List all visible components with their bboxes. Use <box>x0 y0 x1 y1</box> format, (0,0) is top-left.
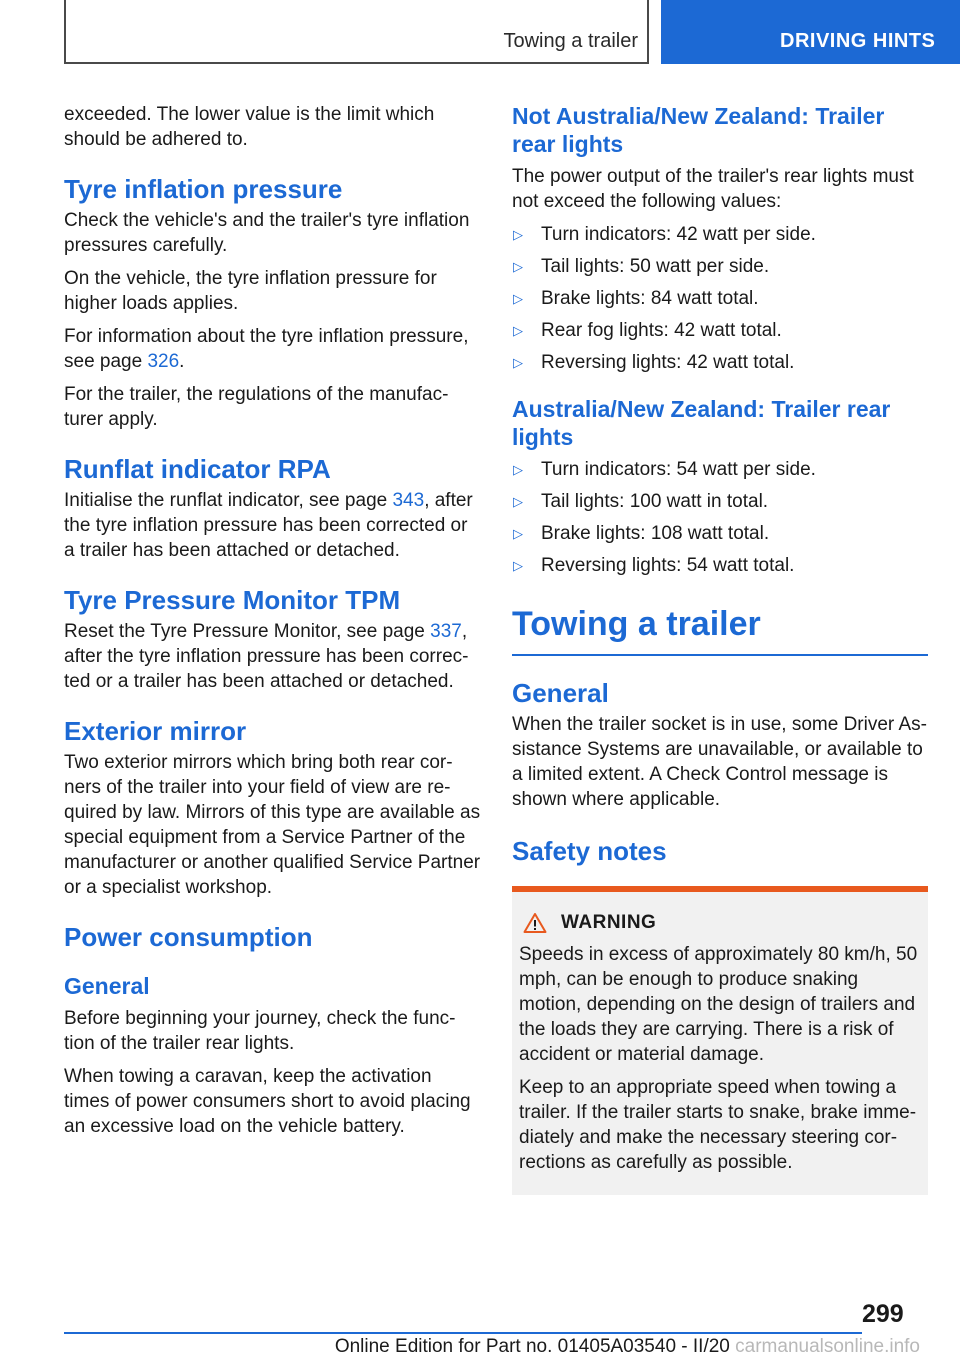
rpa-heading: Runflat indicator RPA <box>64 454 331 484</box>
footer-edition: Online Edition for Part no. 01405A03540 - II/20 carmanualsonline.info <box>334 1336 920 1357</box>
page-link-343[interactable]: 343 <box>392 490 425 511</box>
power-p2: When towing a caravan, keep the activation times of power consumers short to avoid placing an excessive load on the vehicle battery. <box>64 1066 471 1137</box>
page-link-337[interactable]: 337 <box>430 621 462 642</box>
list-item: ▷ Brake lights: 84 watt total. <box>513 288 759 309</box>
watermark: carmanualsonline.info <box>735 1336 920 1357</box>
bullet-triangle-icon: ▷ <box>513 259 523 274</box>
list-item: ▷ Tail lights: 50 watt per side. <box>513 256 770 277</box>
intro-text: exceeded. The lower value is the limit which should be adhered to. <box>64 104 435 150</box>
au-list <box>512 457 928 578</box>
right-column <box>512 102 928 1195</box>
bullet-triangle-icon: ▷ <box>513 355 523 370</box>
warning-label: WARNING <box>561 912 657 933</box>
list-item: ▷ Tail lights: 100 watt in total. <box>513 491 769 512</box>
not-au-list <box>512 222 928 375</box>
list-item: ▷ Rear fog lights: 42 watt total. <box>513 320 782 341</box>
tpm-text: Reset the Tyre Pressure Monitor, see page 337, after the tyre inflation pressure has been correc‐ted or a trailer has been attached or detached. <box>64 621 469 692</box>
tpm-heading: Tyre Pressure Monitor TPM <box>64 585 401 615</box>
warning-p1: Speeds in excess of approximately 80 km/h, 50 mph, can be enough to produce snaking motion, depending on the design of trailers and the loads they are carrying. There is a risk of accident or material damage. <box>519 944 918 1065</box>
bullet-triangle-icon: ▷ <box>513 558 523 573</box>
tyre-inflation-heading: Tyre inflation pressure <box>64 174 343 204</box>
bullet-triangle-icon: ▷ <box>513 462 523 477</box>
rpa-text: Initialise the runflat indicator, see page 343, after the tyre inflation pressure has been corrected or a trailer has been attached or detached. <box>64 490 473 561</box>
warning-triangle-icon <box>523 912 547 934</box>
bullet-triangle-icon: ▷ <box>513 227 523 242</box>
towing-heading: Towing a trailer <box>512 604 928 656</box>
towing-general-text: When the trailer socket is in use, some Driver As‐sistance Systems are unavailable, or available to a limited extent. A Check Control message is shown where applicable. <box>512 714 927 810</box>
power-general-heading: General <box>64 973 150 999</box>
list-item: ▷ Brake lights: 108 watt total. <box>513 523 770 544</box>
warning-p2: Keep to an appropriate speed when towing a trailer. If the trailer starts to snake, brake imme‐diately and make the necessary steering cor‐rections as carefully as possible. <box>519 1077 917 1173</box>
left-column <box>64 102 482 1147</box>
mirror-text: Two exterior mirrors which bring both rear cor‐ners of the trailer into your field of view are re‐quired by law. Mirrors of this type are available as special equipment from a Service Partner of the manufacturer or another qualified Service Partner or a specialist workshop. <box>64 752 481 898</box>
list-item: ▷ Turn indicators: 42 watt per side. <box>513 224 816 245</box>
tyre-inflation-p4: For the trailer, the regulations of the manufac‐turer apply. <box>64 384 449 430</box>
tyre-inflation-p2: On the vehicle, the tyre inflation pressure for higher loads applies. <box>64 268 437 314</box>
section-title: Towing a trailer <box>503 30 638 52</box>
page-link-326[interactable]: 326 <box>147 351 180 372</box>
bullet-triangle-icon: ▷ <box>513 291 523 306</box>
warning-box <box>512 886 928 1195</box>
bullet-triangle-icon: ▷ <box>513 526 523 541</box>
chapter-tab[interactable]: DRIVING HINTS <box>661 0 960 64</box>
not-au-heading: Not Australia/New Zealand: Trailer rear lights <box>512 103 885 157</box>
list-item: ▷ Turn indicators: 54 watt per side. <box>513 459 816 480</box>
list-item: ▷ Reversing lights: 42 watt total. <box>513 352 795 373</box>
warning-header <box>519 912 920 934</box>
tyre-inflation-p1: Check the vehicle's and the trailer's tyre inflation pressures carefully. <box>64 210 470 256</box>
tyre-inflation-p3: For information about the tyre inflation pressure, see page 326. <box>64 326 469 372</box>
au-heading: Australia/New Zealand: Trailer rear lights <box>512 396 891 450</box>
not-au-text: The power output of the trailer's rear lights must not exceed the following values: <box>512 166 914 212</box>
list-item: ▷ Reversing lights: 54 watt total. <box>513 555 795 576</box>
towing-general-heading: General <box>512 678 609 708</box>
mirror-heading: Exterior mirror <box>64 716 247 746</box>
bullet-triangle-icon: ▷ <box>513 323 523 338</box>
bullet-triangle-icon: ▷ <box>513 494 523 509</box>
footer-rule <box>64 1332 862 1334</box>
power-p1: Before beginning your journey, check the func‐tion of the trailer rear lights. <box>64 1008 456 1054</box>
page-number: 299 <box>862 1300 904 1328</box>
power-heading: Power consumption <box>64 922 313 952</box>
safety-notes-heading: Safety notes <box>512 836 667 866</box>
